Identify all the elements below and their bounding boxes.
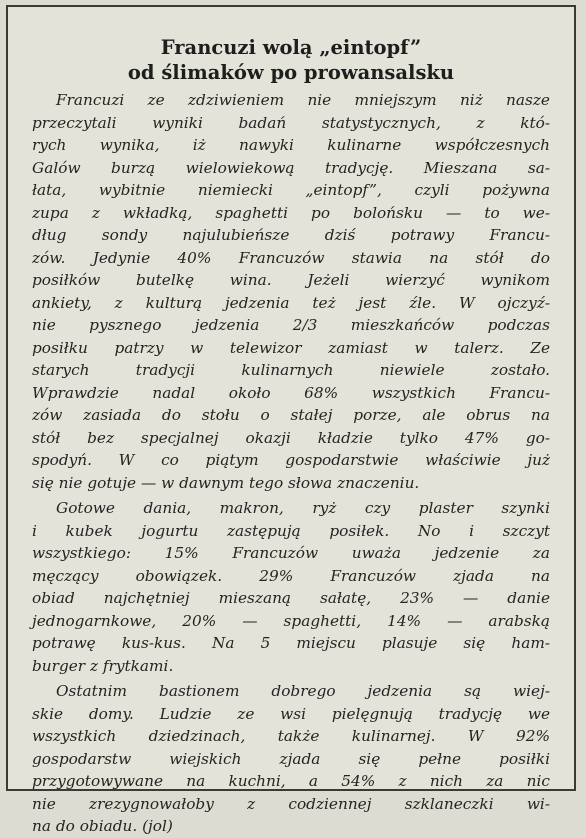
text-line: przeczytali wyniki badań statystycznych, z któ- [32, 113, 550, 132]
text-line: burger z frytkami. [32, 656, 174, 675]
text-line: posiłków butelkę wina. Jeżeli wierzyć wynikom [32, 271, 550, 289]
text-line: na do obiadu. (jol) [32, 817, 173, 835]
text-line: ankiety, z kulturą jedzenia też jest źle. W ojczyź- [32, 293, 550, 312]
headline [8, 35, 574, 85]
text-line: Ostatnim bastionem dobrego jedzenia są wiej- [56, 682, 550, 700]
text-line: przygotowywane na kuchni, a 54% z nich za nic [32, 772, 550, 790]
article-body [32, 89, 550, 838]
text-line: nie zrezygnowałoby z codziennej szklaneczki wi- [32, 794, 550, 813]
text-line: wszystkiego: 15% Francuzów uważa jedzenie za [32, 544, 550, 562]
text-line: stół bez specjalnej okazji kładzie tylko 47% go- [32, 428, 550, 447]
text-line: dług sondy najulubieńsze dziś potrawy Francu- [32, 226, 550, 244]
text-line: skie domy. Ludzie ze wsi pielęgnują tradycję we [32, 704, 550, 723]
text-line: się nie gotuje — w dawnym tego słowa znaczeniu. [32, 473, 420, 492]
text-line: i kubek jogurtu zastępują posiłek. No i szczyt [32, 521, 550, 540]
text-line: zów zasiada do stołu o stałej porze, ale obrus na [32, 406, 550, 424]
text-line: Galów burzą wielowiekową tradycję. Mieszana sa- [32, 158, 550, 177]
text-line: wszystkich dziedzinach, także kulinarnej. W 92% [32, 727, 550, 745]
text-line: męczący obowiązek. 29% Francuzów zjada na [32, 566, 550, 585]
text-line: zów. Jedynie 40% Francuzów stawia na stół do [32, 248, 550, 267]
text-line: posiłku patrzy w telewizor zamiast w talerz. Ze [32, 338, 550, 357]
text-line: obiad najchętniej mieszaną sałatę, 23% — danie [32, 589, 550, 607]
text-line: Francuzi ze zdziwieniem nie mniejszym niż nasze [56, 91, 550, 109]
text-line: spodyń. W co piątym gospodarstwie właściwie już [32, 451, 550, 469]
text-line: Wprawdzie nadal około 68% wszystkich Francu- [32, 383, 550, 402]
headline-line-1: Francuzi wolą „eintopf” [160, 36, 422, 59]
text-line: łata, wybitnie niemiecki „eintopf”, czyli pożywna [32, 181, 550, 199]
text-line: potrawę kus-kus. Na 5 miejscu plasuje się ham- [32, 634, 550, 652]
headline-line-2: od ślimaków po prowansalsku [127, 61, 455, 84]
text-line: starych tradycji kulinarnych niewiele zostało. [32, 361, 550, 379]
paragraph-3 [32, 680, 550, 838]
text-line: nie pysznego jedzenia 2/3 mieszkańców podczas [32, 316, 550, 334]
text-line: gospodarstw wiejskich zjada się pełne posiłki [32, 749, 550, 768]
paragraph-2 [32, 497, 550, 677]
paragraph-1 [32, 89, 550, 494]
text-line: rych wynika, iż nawyki kulinarne współczesnych [32, 136, 550, 154]
text-line: zupa z wkładką, spaghetti po bolońsku — to we- [32, 203, 550, 222]
text-line: jednogarnkowe, 20% — spaghetti, 14% — arabską [32, 611, 550, 630]
text-line: Gotowe dania, makron, ryż czy plaster szynki [56, 499, 550, 517]
